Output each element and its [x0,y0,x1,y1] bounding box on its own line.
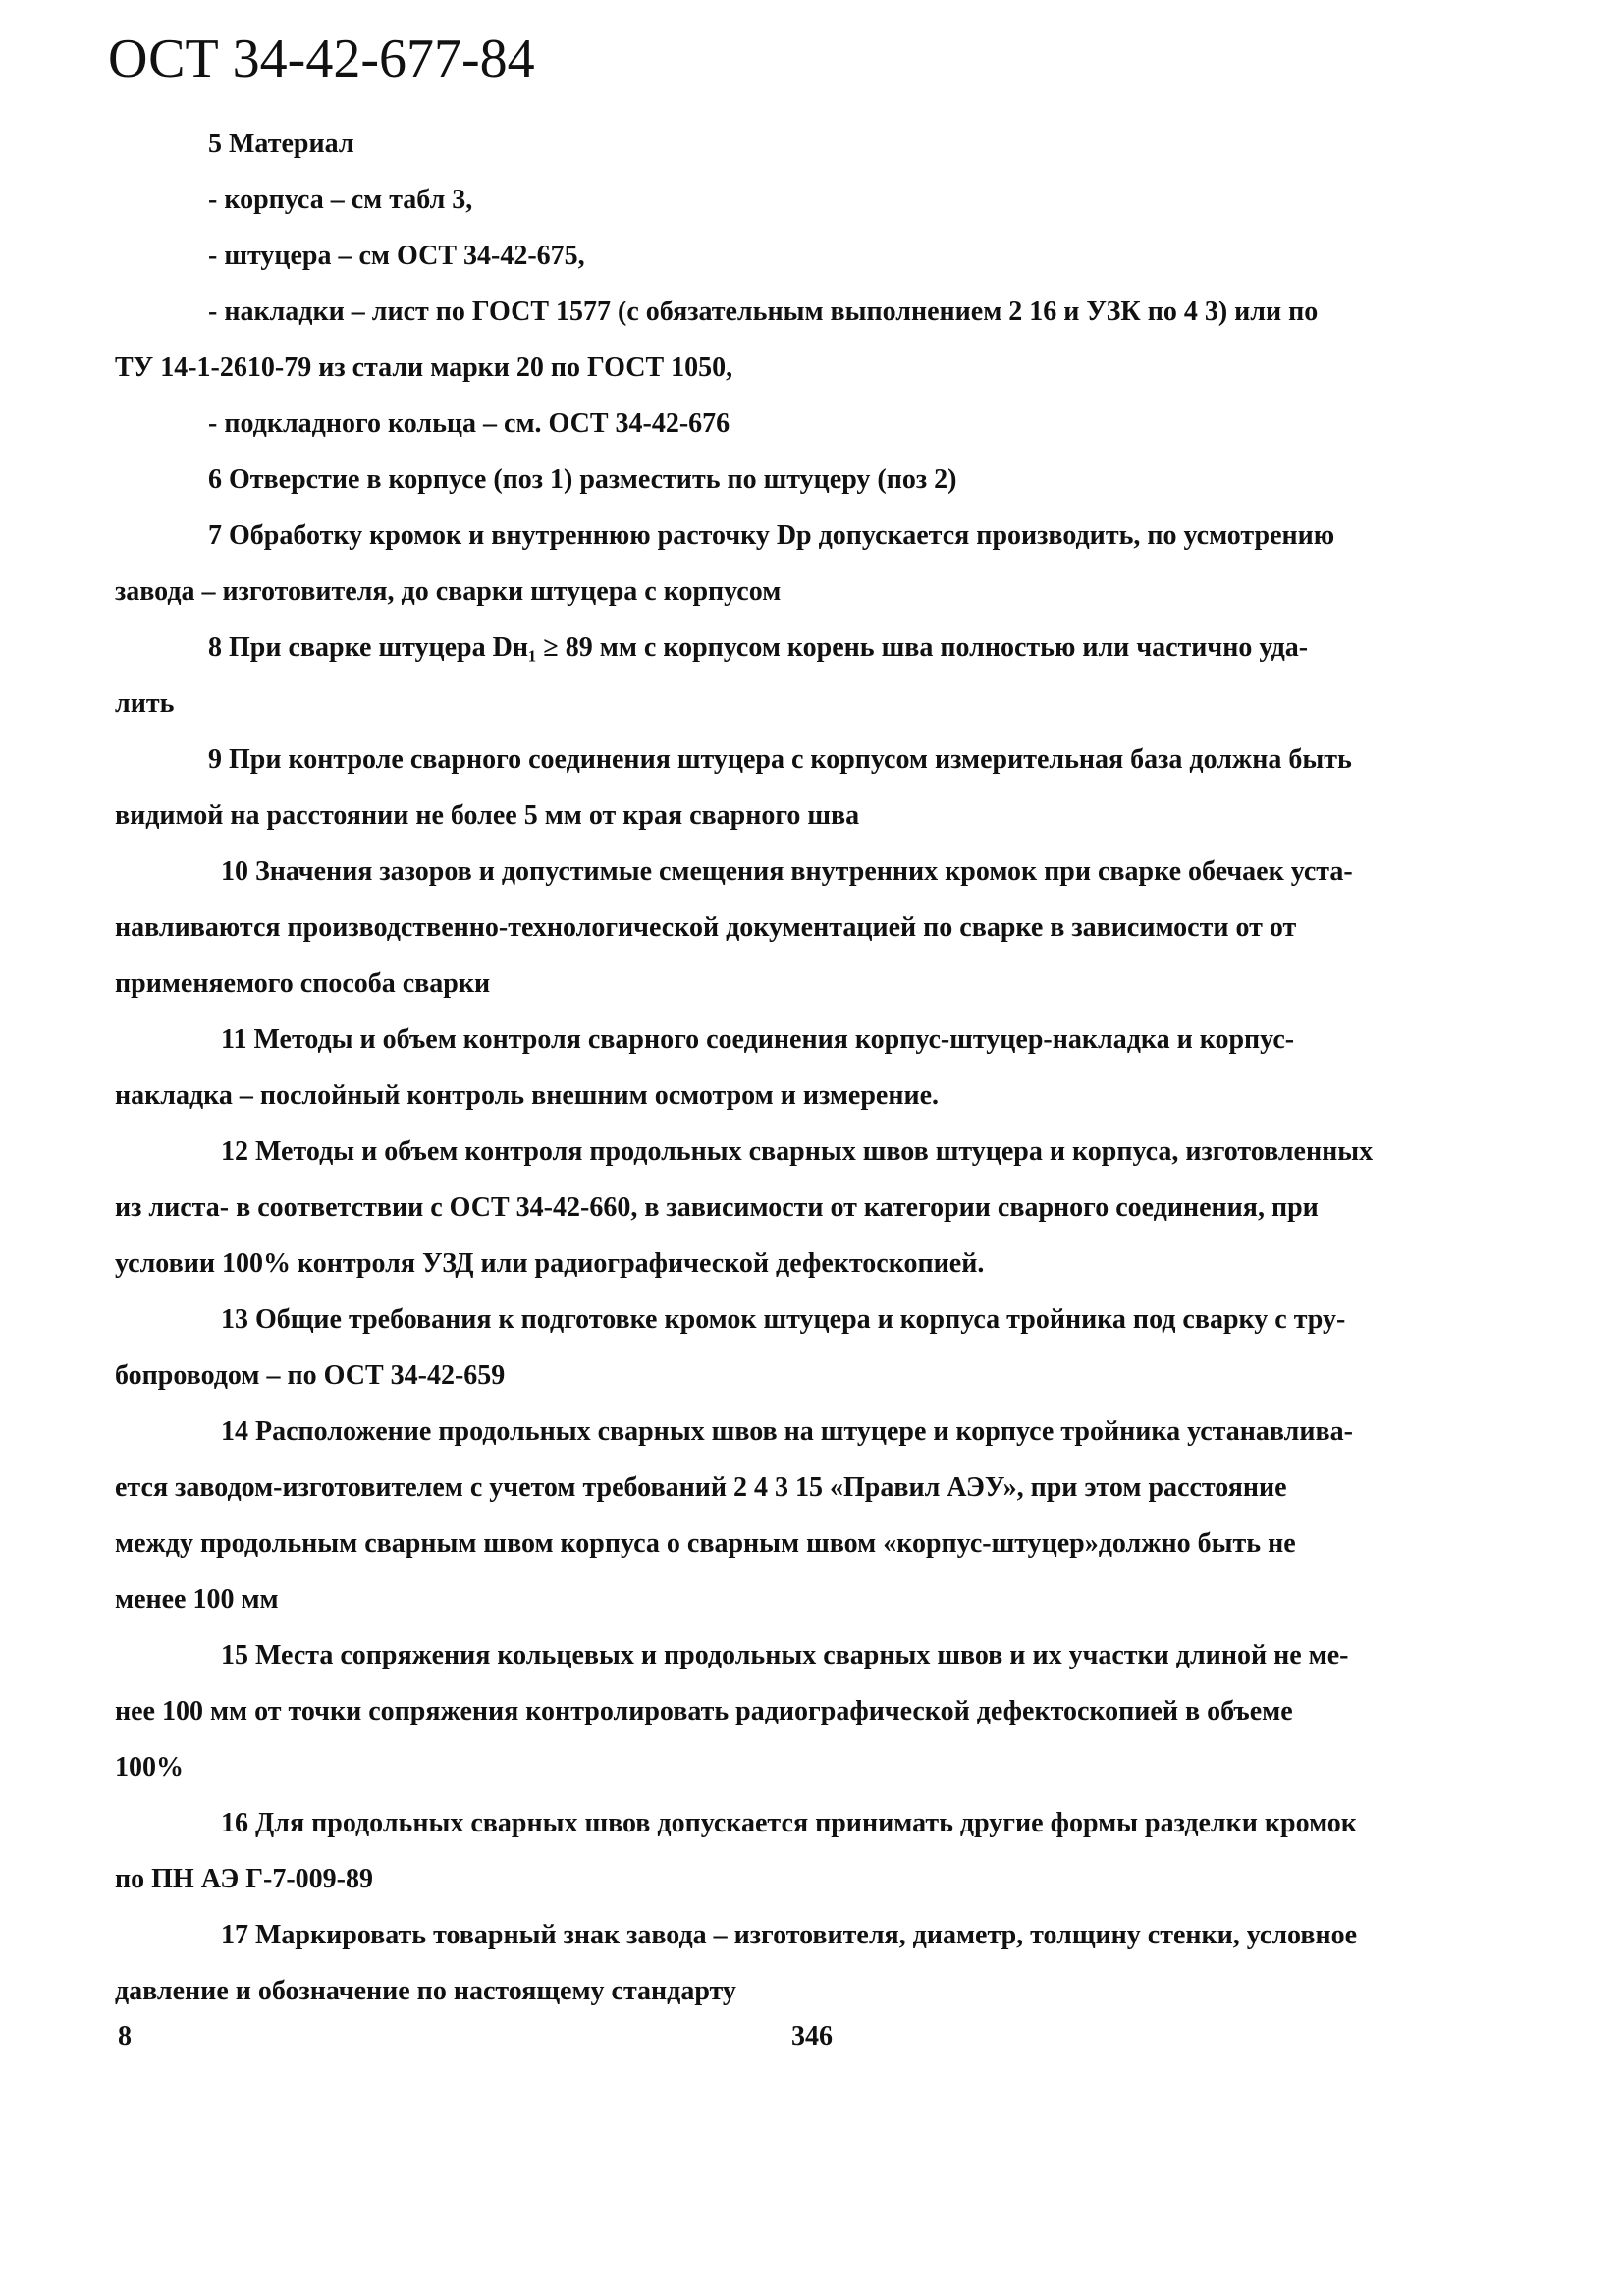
document-body [115,116,1529,2019]
paragraph-9-cont: видимой на расстоянии не более 5 мм от края сварного шва [115,800,860,831]
paragraph-12-cont-2: условии 100% контроля УЗД или радиографической дефектоскопией. [115,1248,985,1279]
page-number-center: 346 [791,2021,833,2051]
paragraph-16: 16 Для продольных сварных швов допускается принимать другие формы разделки кромок [221,1808,1357,1838]
paragraph-16-cont: по ПН АЭ Г-7-009-89 [115,1864,373,1894]
standard-title: ОСТ 34-42-677-84 [108,28,535,89]
material-fitting-item: - штуцера – см ОСТ 34-42-675, [208,241,585,271]
paragraph-13-cont: бопроводом – по ОСТ 34-42-659 [115,1360,506,1391]
paragraph-7-cont: завода – изготовителя, до сварки штуцера с корпусом [115,576,782,607]
paragraph-17-cont: давление и обозначение по настоящему стандарту [115,1976,736,2006]
paragraph-15-cont-2: 100% [115,1752,184,1782]
paragraph-12: 12 Методы и объем контроля продольных сварных швов штуцера и корпуса, изготовленных [221,1136,1374,1167]
paragraph-11: 11 Методы и объем контроля сварного соединения корпус-штуцер-накладка и корпус- [221,1024,1295,1055]
paragraph-14: 14 Расположение продольных сварных швов на штуцере и корпусе тройника устанавлива- [221,1416,1353,1447]
paragraph-8: 8 При сварке штуцера Dн₁ ≥ 89 мм с корпусом корень шва полностью или частично уда- [208,632,1309,663]
paragraph-14-cont-2: между продольным сварным швом корпуса о сварным швом «корпус-штуцер»должно быть не [115,1528,1296,1558]
material-plate-item: - накладки – лист по ГОСТ 1577 (с обязательным выполнением 2 16 и УЗК по 4 3) или по [208,297,1319,327]
paragraph-14-cont-1: ется заводом-изготовителем с учетом требований 2 4 3 15 «Правил АЭУ», при этом расстояние [115,1472,1287,1503]
paragraph-13: 13 Общие требования к подготовке кромок штуцера и корпуса тройника под сварку с тру- [221,1304,1346,1335]
paragraph-11-cont: накладка – послойный контроль внешним осмотром и измерение. [115,1080,940,1111]
material-body-item: - корпуса – см табл 3, [208,185,473,215]
paragraph-9: 9 При контроле сварного соединения штуцера с корпусом измерительная база должна быть [208,744,1352,775]
paragraph-8-cont: лить [115,688,175,719]
paragraph-10: 10 Значения зазоров и допустимые смещения внутренних кромок при сварке обечаек уста- [221,856,1353,887]
paragraph-10-cont-1: навливаются производственно-технологической документацией по сварке в зависимости от от [115,912,1297,943]
section-5-title: 5 Материал [208,129,354,159]
paragraph-15-cont-1: нее 100 мм от точки сопряжения контролировать радиографической дефектоскопией в объеме [115,1696,1293,1726]
paragraph-12-cont-1: из листа- в соответствии с ОСТ 34-42-660, в зависимости от категории сварного соединения, при [115,1192,1319,1223]
paragraph-10-cont-2: применяемого способа сварки [115,968,491,999]
paragraph-15: 15 Места сопряжения кольцевых и продольных сварных швов и их участки длиной не ме- [221,1640,1349,1670]
paragraph-17: 17 Маркировать товарный знак завода – изготовителя, диаметр, толщину стенки, условное [221,1920,1358,1950]
paragraph-14-cont-3: менее 100 мм [115,1584,279,1614]
material-ring-item: - подкладного кольца – см. ОСТ 34-42-676 [208,409,730,439]
material-plate-item-cont: ТУ 14-1-2610-79 из стали марки 20 по ГОСТ 1050, [115,353,733,383]
paragraph-6: 6 Отверстие в корпусе (поз 1) разместить по штуцеру (поз 2) [208,465,957,495]
paragraph-7: 7 Обработку кромок и внутреннюю расточку Dр допускается производить, по усмотрению [208,520,1335,551]
page-number-left: 8 [118,2021,132,2051]
